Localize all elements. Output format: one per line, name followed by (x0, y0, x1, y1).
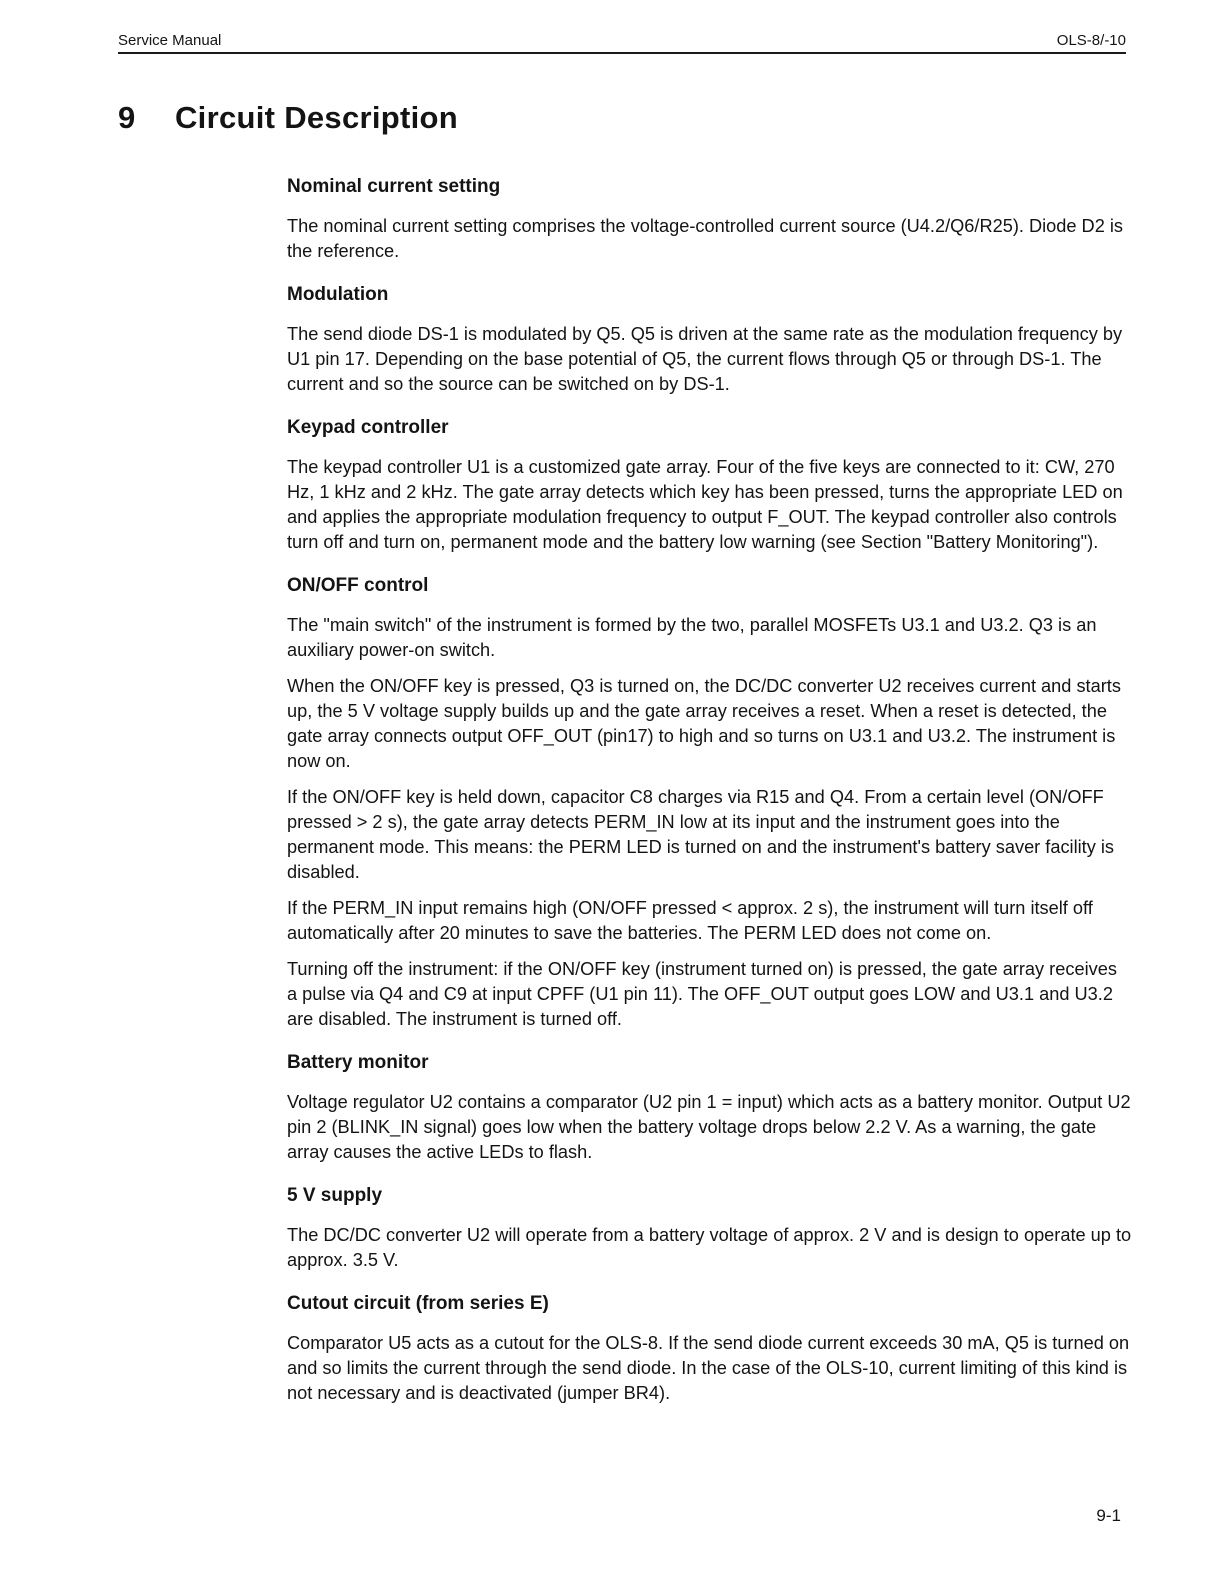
section-heading: Modulation (287, 284, 389, 305)
section-heading: Battery monitor (287, 1052, 429, 1073)
chapter-title (118, 100, 458, 136)
section-cutout-circuit (287, 1291, 1132, 1406)
section-on-off-control (287, 573, 1132, 1032)
paragraph: Comparator U5 acts as a cutout for the OLS-8. If the send diode current exceeds 30 mA, Q5 is turned on and so limits the current through the send diode. In the case of the OLS-10, current limiting of this kind is not necessary and is deactivated (jumper BR4). (287, 1333, 1130, 1403)
paragraph: The keypad controller U1 is a customized gate array. Four of the five keys are connected to it: CW, 270 Hz, 1 kHz and 2 kHz. The gate array detects which key has been pressed, turns the appropriate LED on and applies the appropriate modulation frequency to output F_OUT. The keypad controller also controls turn off and turn on, permanent mode and the battery low warning (see Section "Battery Monitoring"). (287, 457, 1123, 552)
paragraph: The "main switch" of the instrument is formed by the two, parallel MOSFETs U3.1 and U3.2. Q3 is an auxiliary power-on switch. (287, 615, 1097, 660)
chapter-number: 9 (118, 100, 136, 135)
paragraph: If the ON/OFF key is held down, capacitor C8 charges via R15 and Q4. From a certain level (ON/OFF pressed > 2 s), the gate array detects PERM_IN low at its input and the instrument goes into the permanent mode. This means: the PERM LED is turned on and the instrument's battery saver facility is disabled. (287, 787, 1115, 882)
page-number: 9-1 (1096, 1506, 1121, 1525)
section-5v-supply (287, 1183, 1132, 1273)
paragraph: Turning off the instrument: if the ON/OFF key (instrument turned on) is pressed, the gate array receives a pulse via Q4 and C9 at input CPFF (U1 pin 11). The OFF_OUT output goes LOW and U3.1 and U3.2 are disabled. The instrument is turned off. (287, 959, 1117, 1029)
page-header (118, 30, 1126, 54)
section-heading: Keypad controller (287, 417, 449, 438)
paragraph: The send diode DS-1 is modulated by Q5. Q5 is driven at the same rate as the modulation frequency by U1 pin 17. Depending on the base potential of Q5, the current flows through Q5 or through DS-1. The current and so the source can be switched on by DS-1. (287, 324, 1123, 394)
header-manual-title: Service Manual (118, 32, 222, 49)
section-heading: Cutout circuit (from series E) (287, 1293, 549, 1314)
paragraph: The nominal current setting comprises the voltage-controlled current source (U4.2/Q6/R25). Diode D2 is the reference. (287, 216, 1123, 261)
header-model: OLS-8/-10 (1056, 32, 1126, 49)
paragraph: The DC/DC converter U2 will operate from a battery voltage of approx. 2 V and is design to operate up to approx. 3.5 V. (287, 1225, 1132, 1270)
section-keypad-controller (287, 415, 1132, 555)
paragraph: When the ON/OFF key is pressed, Q3 is turned on, the DC/DC converter U2 receives current and starts up, the 5 V voltage supply builds up and the gate array receives a reset. When a reset is detected, the gate array connects output OFF_OUT (pin17) to high and so turns on U3.1 and U3.2. The instrument is now on. (287, 676, 1121, 771)
paragraph: If the PERM_IN input remains high (ON/OFF pressed < approx. 2 s), the instrument will turn itself off automatically after 20 minutes to save the batteries. The PERM LED does not come on. (287, 898, 1093, 943)
section-modulation (287, 282, 1132, 397)
section-heading: ON/OFF control (287, 575, 429, 596)
chapter-heading: Circuit Description (175, 100, 459, 135)
section-heading: 5 V supply (287, 1185, 383, 1206)
content-column (287, 174, 1132, 1424)
paragraph: Voltage regulator U2 contains a comparator (U2 pin 1 = input) which acts as a battery monitor. Output U2 pin 2 (BLINK_IN signal) goes low when the battery voltage drops below 2.2 V. As a warning, the gate array causes the active LEDs to flash. (287, 1092, 1131, 1162)
section-battery-monitor (287, 1050, 1132, 1165)
section-nominal-current (287, 174, 1132, 264)
section-heading: Nominal current setting (287, 176, 501, 197)
